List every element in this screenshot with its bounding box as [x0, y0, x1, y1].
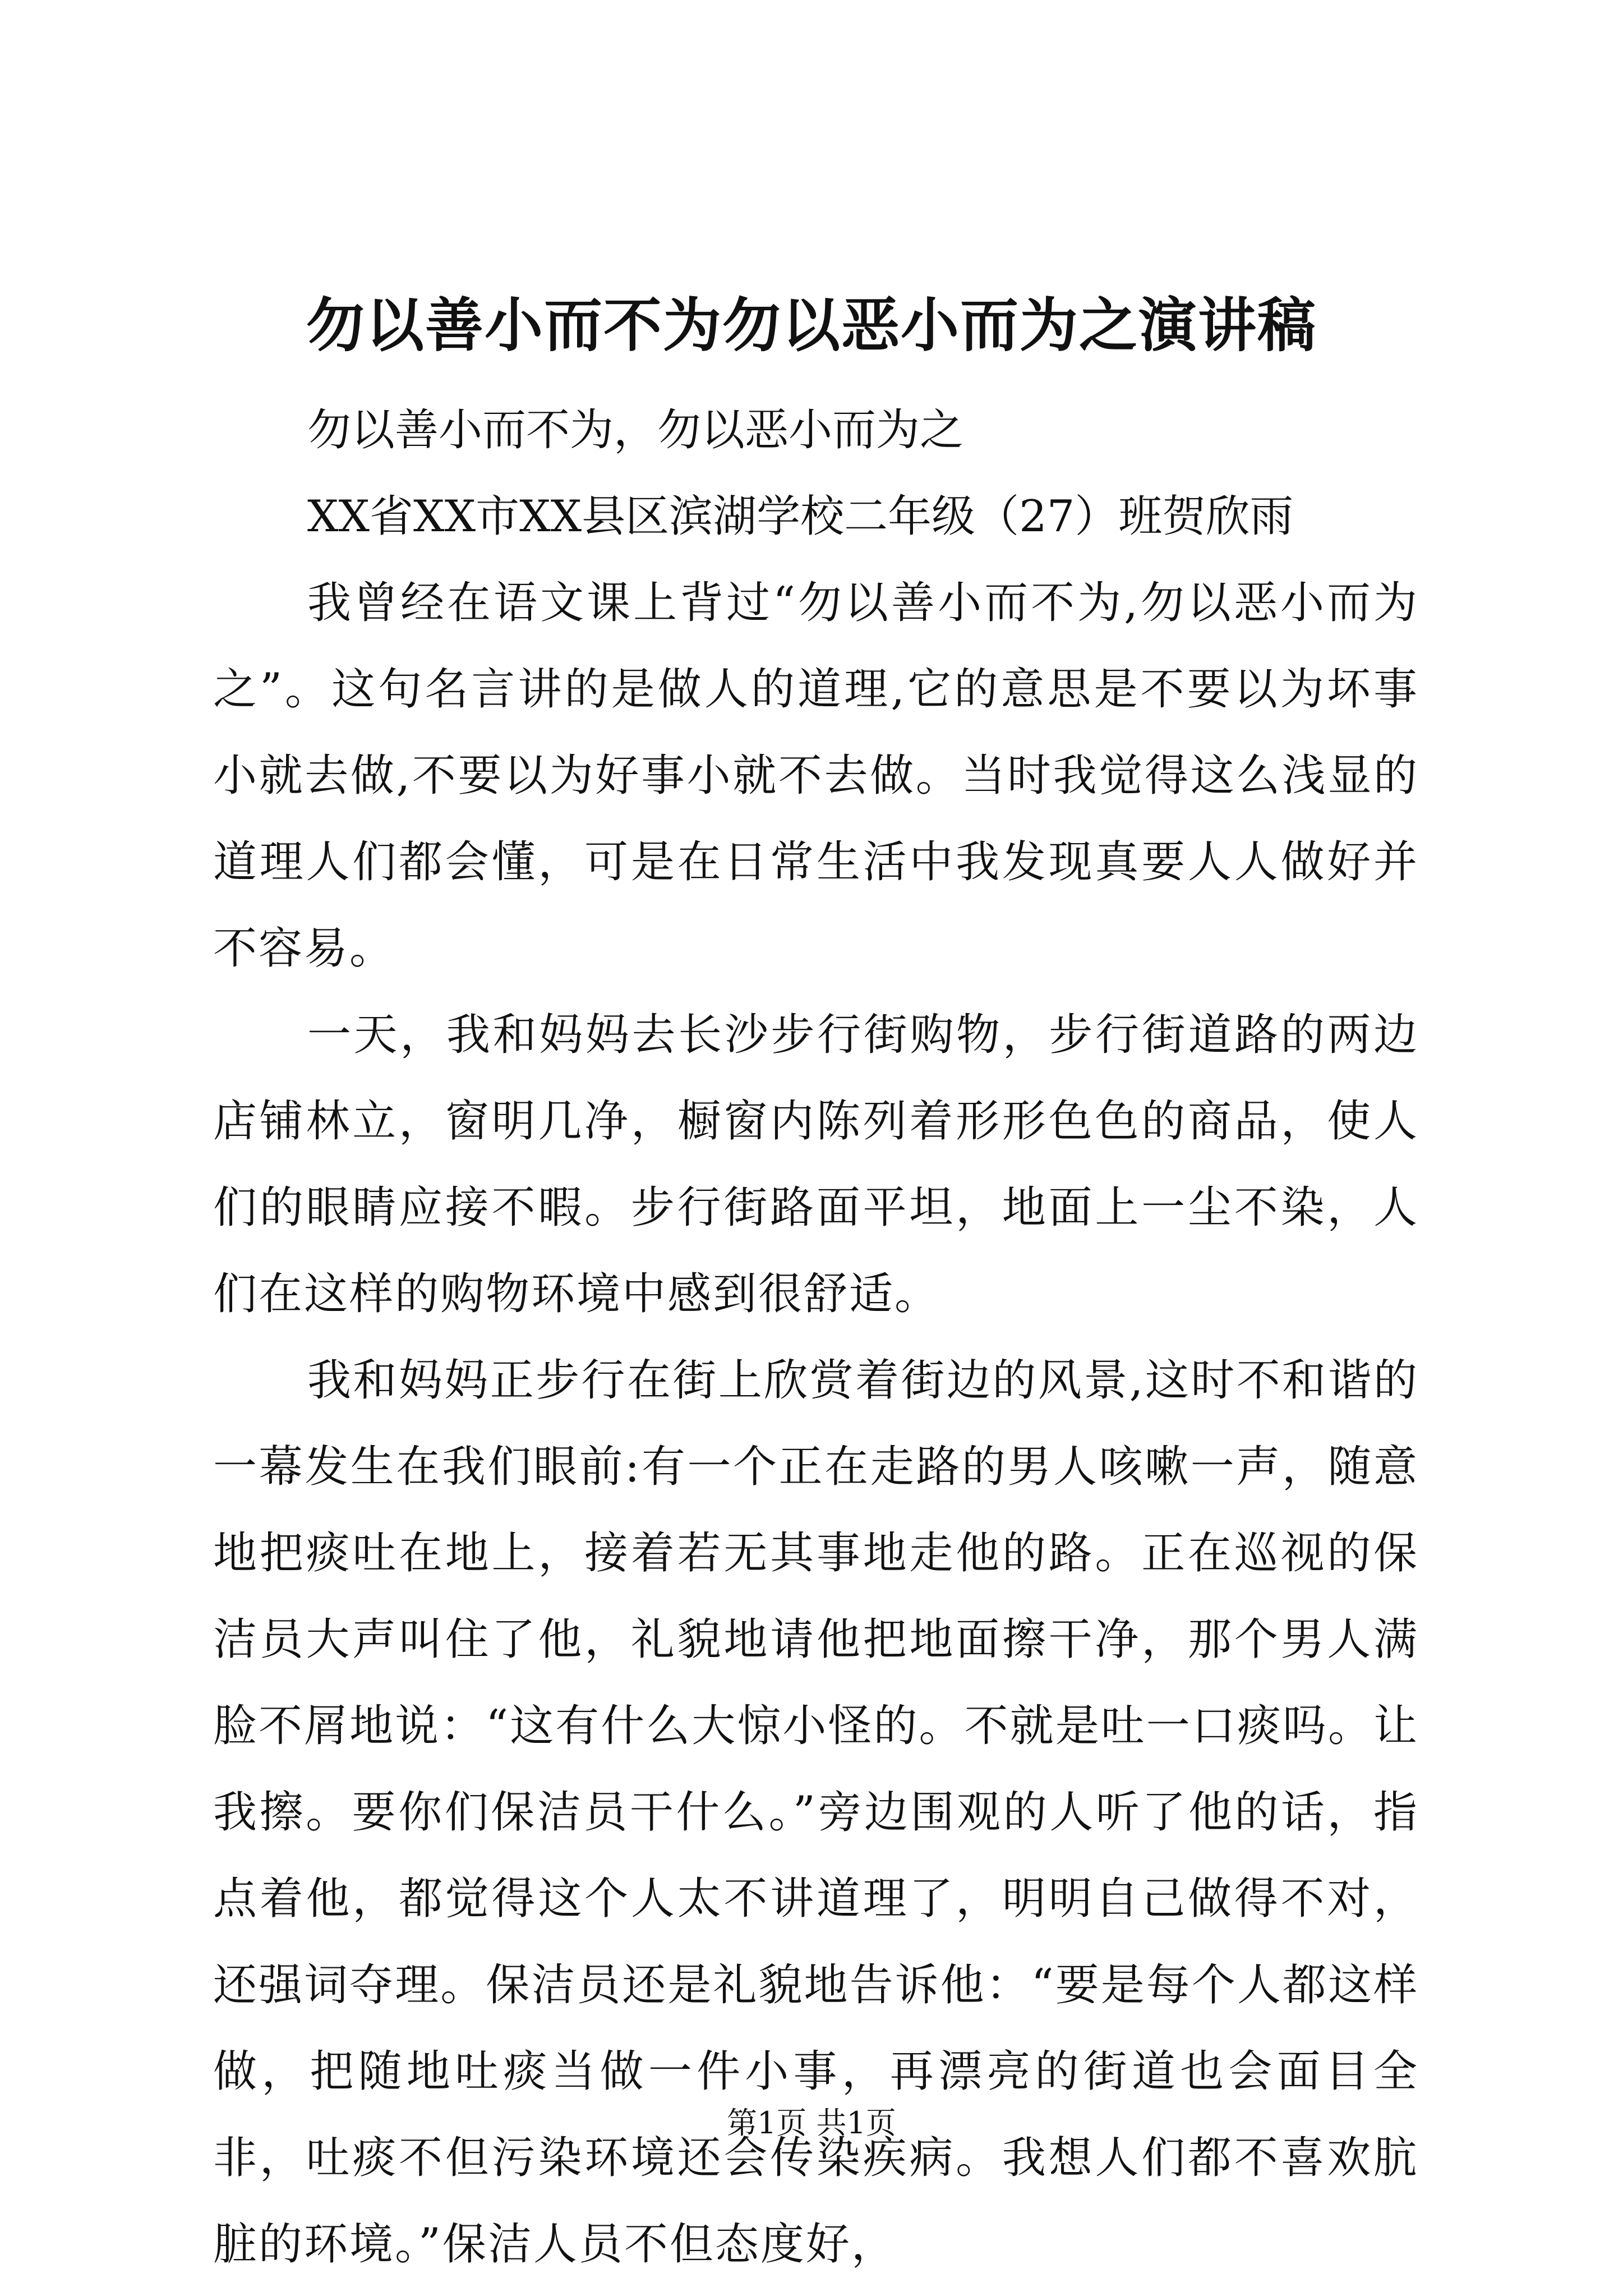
page-footer: 第1页 共1页: [727, 2105, 896, 2141]
body-paragraph-1: 我曾经在语文课上背过“勿以善小而不为,勿以恶小而为之”。这句名言讲的是做人的道理,它的意思是不要以为坏事小就去做,不要以为好事小就不去做。当时我觉得这么浅显的道理人们都会懂，可是在日常生活中我发现真要人人做好并不容易。: [213, 578, 1419, 974]
author-line: XX省XX市XX县区滨湖学校二年级（27）班贺欣雨: [307, 491, 1294, 542]
body-paragraph-3: 我和妈妈正步行在街上欣赏着街边的风景,这时不和谐的一幕发生在我们眼前:有一个正在走路的男人咳嗽一声，随意地把痰吐在地上，接着若无其事地走他的路。正在巡视的保洁员大声叫住了他，礼貌地请他把地面擦干净，那个男人满脸不屑地说：“这有什么大惊小怪的。不就是吐一口痰吗。让我擦。要你们保洁员干什么。”旁边围观的人听了他的话，指点着他，都觉得这个人太不讲道理了，明明自己做得不对，还强词夺理。保洁员还是礼貌地告诉他：“要是每个人都这样做，把随地吐痰当做一件小事，再漂亮的街道也会面目全非，吐痰不但污染环境还会传染疾病。我想人们都不喜欢肮脏的环境。”保洁人员不但态度好，: [213, 1355, 1419, 2270]
body-paragraph-2: 一天，我和妈妈去长沙步行街购物，步行街道路的两边店铺林立，窗明几净，橱窗内陈列着形形色色的商品，使人们的眼睛应接不暇。步行街路面平坦，地面上一尘不染，人们在这样的购物环境中感到很舒适。: [213, 1010, 1419, 1319]
subtitle-line: 勿以善小而不为，勿以恶小而为之: [307, 405, 964, 455]
document-body: [213, 387, 1419, 2288]
document-title: 勿以善小而不为勿以恶小而为之演讲稿: [306, 291, 1317, 360]
